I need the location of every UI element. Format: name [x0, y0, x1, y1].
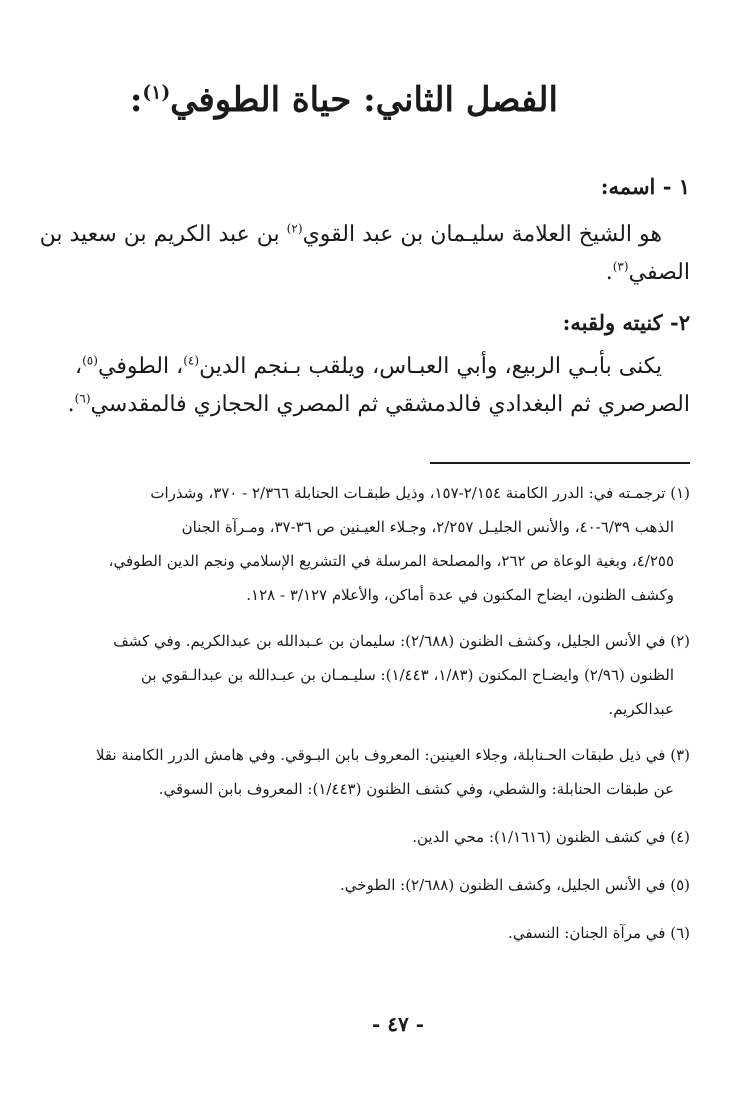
footnote-2-line-1: (٢) في الأنس الجليل، وكشف الظنون (٢/٦٨٨): سليمان بن عـبدالله بن عبدالكريم. وفي كشف: [113, 632, 690, 650]
footnote-ref-4: (٤): [183, 353, 200, 368]
name-paragraph-line-1: [40, 222, 662, 247]
page-number: - ٤٧ -: [371, 1012, 424, 1036]
kunya-text-d: الصرصري ثم البغدادي فالدمشقي ثم المصري الحجازي فالمقدسي: [90, 392, 690, 417]
footnote-ref-6: (٦): [74, 391, 91, 406]
footnote-1-line-1: (١) ترجمـته في: الدرر الكامنة ٢/١٥٤-١٥٧، وذيل طبقـات الحنابلة ٢/٣٦٦ - ٣٧٠، وشذرات: [150, 484, 690, 502]
footnote-3-line-1: (٣) في ذيل طبقات الحـنابلة، وجلاء العينين: المعروف بابن البـوقي. وفي هامش الدرر الكامنة نقلا: [95, 746, 690, 764]
footnote-4: (٤) في كشف الظنون (١/١٦١٦): محي الدين.: [412, 828, 690, 846]
footnote-1-line-2: الذهب ٦/٣٩-٤٠، والأنس الجليـل ٢/٢٥٧، وجـلاء العيـنين ص ٣٦-٣٧، ومـرآة الجنان: [181, 518, 674, 536]
kunya-paragraph-line-1: [75, 354, 662, 379]
footnote-1-line-3: ٤/٢٥٥، وبغية الوعاة ص ٢٦٢، والمصلحة المرسلة في التشريع الإسلامي ونجم الدين الطوفي،: [108, 552, 674, 570]
section-heading-kunya: ٢- كنيته ولقبه:: [562, 310, 690, 335]
kunya-text-e: .: [67, 392, 75, 417]
footnote-5: (٥) في الأنس الجليل، وكشف الظنون (٢/٦٨٨): الطوخي.: [340, 876, 690, 894]
kunya-paragraph-line-2: [68, 392, 690, 417]
footnote-separator: [430, 462, 690, 464]
chapter-title-text: الفصل الثاني: حياة الطوفي: [170, 80, 558, 120]
footnote-ref-3: (٣): [612, 259, 629, 274]
chapter-title-suffix: :: [129, 80, 143, 120]
name-text-c: الصفي: [628, 260, 690, 285]
footnote-ref-1: (١): [142, 81, 171, 104]
section-heading-name: ١ - اسمه:: [600, 174, 690, 199]
kunya-text-c: ،: [74, 354, 83, 379]
name-paragraph-line-2: [606, 260, 690, 285]
footnote-2-line-2: الظنون (٢/٩٦) وايضـاح المكنون (١/٨٣، ١/٤٤٣): سليـمـان بن عبـدالله بن عبدالـقوي بن: [140, 666, 674, 684]
footnote-1-line-4: وكشف الظنون، ايضاح المكنون في عدة أماكن، والأعلام ٣/١٢٧ - ١٢٨.: [246, 586, 674, 604]
name-text-b: بن عبد الكريم بن سعيد بن: [39, 222, 287, 247]
name-text-a: هو الشيخ العلامة سليـمان بن عبد القوي: [302, 222, 662, 247]
footnote-ref-2: (٢): [286, 221, 303, 236]
name-text-d: .: [605, 260, 613, 285]
kunya-text-b: ، الطوفي: [98, 354, 184, 379]
footnote-3-line-2: عن طبقات الحنابلة: والشطي، وفي كشف الظنون (١/٤٤٣): المعروف بابن السوقي.: [158, 780, 674, 798]
footnote-6: (٦) في مرآة الجنان: النسفي.: [508, 924, 690, 942]
footnote-2-line-3: عبدالكريم.: [608, 700, 674, 718]
chapter-title: [130, 80, 558, 120]
footnote-ref-5: (٥): [82, 353, 98, 368]
kunya-text-a: يكنى بأبـي الربيع، وأبي العبـاس، ويلقب بـنجم الدين: [199, 354, 662, 379]
